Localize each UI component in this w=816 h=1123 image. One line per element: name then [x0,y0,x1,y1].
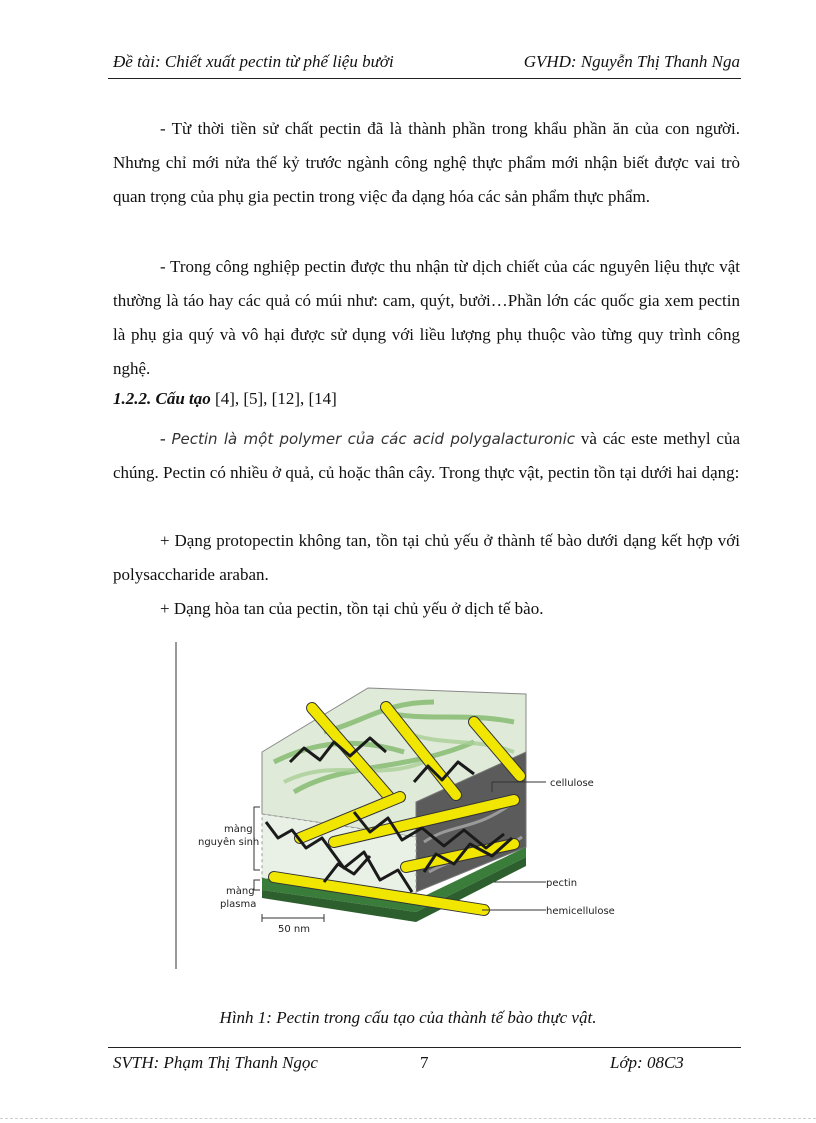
paragraph-history: - Từ thời tiền sử chất pectin đã là thành phần trong khẩu phần ăn của con người. Nhưng chỉ mới nửa thế kỷ trước ngành công nghệ thực phẩm mới nhận biết được vai trò quan trọng của phụ gia pectin trong việc đa dạng hóa các sản phẩm thực phẩm. [113,119,740,206]
footer-class: Lớp: 08C3 [610,1053,684,1072]
footer-student: SVTH: Phạm Thị Thanh Ngọc [113,1053,318,1072]
label-nguyen-sinh-2: nguyên sinh [198,837,260,848]
section-refs: [4], [5], [12], [14] [210,389,337,408]
paragraph-industry: - Trong công nghiệp pectin được thu nhận từ dịch chiết của các nguyên liệu thực vật thường là táo hay các quả có múi như: cam, quýt, bưởi…Phần lớn các quốc gia xem pectin là phụ gia quý và vô hại được sử dụng với liều lượng phụ thuộc vào từng quy trình công nghệ. [113,257,740,378]
header-advisor: GVHD: Nguyễn Thị Thanh Nga [523,52,740,71]
paragraph-protopectin: + Dạng protopectin không tan, tồn tại chủ yếu ở thành tế bào dưới dạng kết hợp với polysaccharide araban. [113,531,740,584]
header-topic: Đề tài: Chiết xuất pectin từ phế liệu bưởi [113,52,394,71]
label-pectin: pectin [546,878,578,889]
paragraph-soluble-pectin: + Dạng hòa tan của pectin, tồn tại chủ yếu ở dịch tế bào. [160,599,544,618]
paragraph-structure-rest: và các este methyl của chúng. Pectin có nhiều ở quả, củ hoặc thân cây. Trong thực vật, pectin tồn tại dưới hai dạng: [113,429,740,482]
label-plasma-2: plasma [220,899,257,910]
paragraph-structure-definition: Pectin là một polymer của các acid polygalacturonic [171,430,576,448]
header-divider [108,78,741,79]
page-number: 7 [420,1053,429,1072]
cell-wall-diagram [174,642,631,969]
paragraph-structure-prefix: - [160,429,172,448]
label-scale: 50 nm [278,924,310,935]
footer-divider [108,1047,741,1048]
label-nguyen-sinh-1: màng [224,824,253,835]
page-edge [0,1118,816,1120]
label-plasma-1: màng [226,886,255,897]
section-heading [113,389,337,409]
paragraph-structure [113,422,740,490]
label-hemicellulose: hemicellulose [546,906,615,917]
cell-wall-figure [174,642,631,969]
section-title: 1.2.2. Cấu tạo [113,389,211,408]
figure-caption: Hình 1: Pectin trong cấu tạo của thành tế bào thực vật. [219,1008,597,1027]
label-cellulose: cellulose [550,778,594,789]
